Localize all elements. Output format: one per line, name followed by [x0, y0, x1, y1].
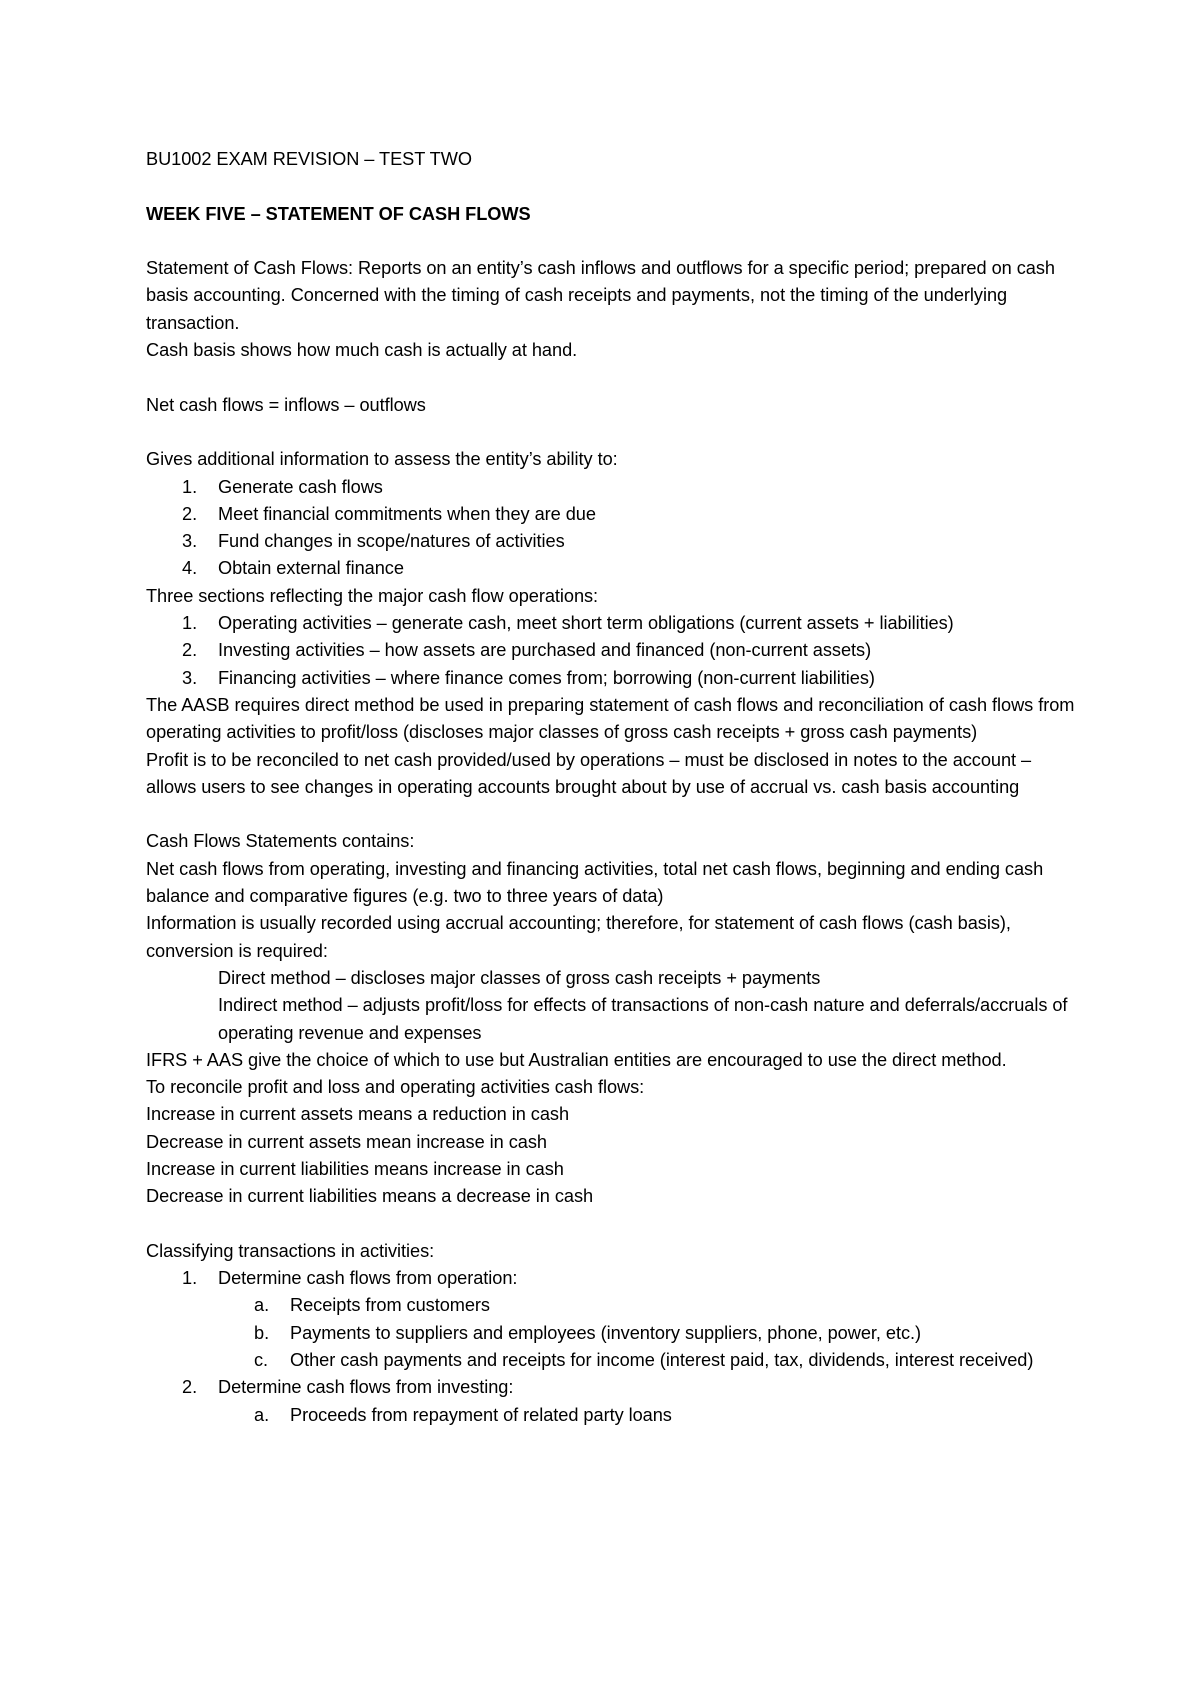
list-number: 1. — [182, 476, 198, 497]
list-text: Generate cash flows — [218, 476, 383, 497]
spacer — [146, 228, 1086, 255]
document-body — [146, 146, 1086, 1429]
paragraph-indirect-method: Indirect method – adjusts profit/loss for effects of transactions of non-cash nature and deferrals/accruals of operating revenue and expenses — [218, 995, 1068, 1043]
list-text: Operating activities – generate cash, meet short term obligations (current assets + liabilities) — [218, 613, 954, 634]
list-item — [146, 1265, 1086, 1292]
list-letter: a. — [254, 1404, 270, 1425]
paragraph-cash-basis: Cash basis shows how much cash is actually at hand. — [146, 340, 578, 361]
list-subitem — [146, 1292, 1086, 1319]
list-item — [146, 501, 1086, 528]
spacer — [146, 364, 1086, 391]
list-text: Meet financial commitments when they are due — [218, 503, 596, 524]
list-number: 1. — [182, 1268, 198, 1289]
list-number: 4. — [182, 558, 198, 579]
list-number: 2. — [182, 503, 198, 524]
methods-block — [146, 965, 1086, 1047]
paragraph-classifying: Classifying transactions in activities: — [146, 1240, 435, 1261]
list-letter: a. — [254, 1295, 270, 1316]
list-text: Other cash payments and receipts for income (interest paid, tax, dividends, interest received) — [290, 1350, 1034, 1371]
list-text: Obtain external finance — [218, 558, 404, 579]
list-item — [146, 555, 1086, 582]
list-number: 3. — [182, 531, 198, 552]
paragraph-net-cash-from: Net cash flows from operating, investing and financing activities, total net cash flows, beginning and ending cash balance and comparative figures (e.g. two to three years of data) — [146, 858, 1044, 907]
list-text: Proceeds from repayment of related party loans — [290, 1404, 672, 1425]
list-subitem — [146, 1320, 1086, 1347]
list-item — [146, 474, 1086, 501]
list-number: 3. — [182, 667, 198, 688]
sections-list — [146, 610, 1086, 692]
paragraph-decrease-current-liabilities: Decrease in current liabilities means a decrease in cash — [146, 1186, 594, 1207]
paragraph-net-cash-flows: Net cash flows = inflows – outflows — [146, 394, 426, 415]
list-item — [146, 1374, 1086, 1401]
list-text: Payments to suppliers and employees (inventory suppliers, phone, power, etc.) — [290, 1322, 922, 1343]
paragraph-ifrs: IFRS + AAS give the choice of which to use but Australian entities are encouraged to use the direct method. — [146, 1049, 1007, 1070]
paragraph-profit-reconciled: Profit is to be reconciled to net cash provided/used by operations – must be disclosed in notes to the account – allows users to see changes in operating accounts brought about by use of accrual vs. cash basis accounting — [146, 749, 1032, 797]
paragraph-aasb: The AASB requires direct method be used in preparing statement of cash flows and reconciliation of cash flows from operating activities to profit/loss (discloses major classes of gross cash receipts + gross cash payments) — [146, 694, 1075, 743]
list-item — [146, 528, 1086, 555]
list-item — [146, 610, 1086, 637]
list-text: Determine cash flows from investing: — [218, 1377, 514, 1398]
spacer — [146, 801, 1086, 828]
list-text: Investing activities – how assets are purchased and financed (non-current assets) — [218, 640, 872, 661]
paragraph-scf-definition: Statement of Cash Flows: Reports on an entity’s cash inflows and outflows for a specific period; prepared on cash basis accounting. Concerned with the timing of cash receipts and payments, not the timing of the underlying transaction. — [146, 258, 1055, 333]
list-number: 2. — [182, 640, 198, 661]
spacer — [146, 1211, 1086, 1238]
section-heading: WEEK FIVE – STATEMENT OF CASH FLOWS — [146, 203, 531, 224]
list-subitem — [146, 1402, 1086, 1429]
list-text: Fund changes in scope/natures of activities — [218, 531, 565, 552]
paragraph-increase-current-assets: Increase in current assets means a reduction in cash — [146, 1104, 570, 1125]
list-letter: b. — [254, 1322, 270, 1343]
list-item — [146, 637, 1086, 664]
paragraph-increase-current-liabilities: Increase in current liabilities means increase in cash — [146, 1158, 564, 1179]
list-number: 1. — [182, 613, 198, 634]
paragraph-direct-method: Direct method – discloses major classes of gross cash receipts + payments — [218, 967, 821, 988]
paragraph-information-accrual: Information is usually recorded using accrual accounting; therefore, for statement of cash flows (cash basis), conversion is required: — [146, 913, 1011, 961]
abilities-list — [146, 474, 1086, 583]
paragraph-gives-info: Gives additional information to assess the entity’s ability to: — [146, 449, 618, 470]
list-letter: c. — [254, 1350, 269, 1371]
document-title: BU1002 EXAM REVISION – TEST TWO — [146, 149, 472, 169]
list-item — [146, 665, 1086, 692]
paragraph-decrease-current-assets: Decrease in current assets mean increase in cash — [146, 1131, 547, 1152]
paragraph-to-reconcile: To reconcile profit and loss and operating activities cash flows: — [146, 1077, 645, 1098]
classify-list — [146, 1265, 1086, 1429]
paragraph-three-sections: Three sections reflecting the major cash flow operations: — [146, 585, 599, 606]
list-text: Financing activities – where finance comes from; borrowing (non-current liabilities) — [218, 667, 875, 688]
spacer — [146, 173, 1086, 200]
paragraph-statement-contains: Cash Flows Statements contains: — [146, 831, 415, 852]
list-number: 2. — [182, 1377, 198, 1398]
list-subitem — [146, 1347, 1086, 1374]
list-text: Determine cash flows from operation: — [218, 1268, 518, 1289]
spacer — [146, 419, 1086, 446]
list-text: Receipts from customers — [290, 1295, 490, 1316]
